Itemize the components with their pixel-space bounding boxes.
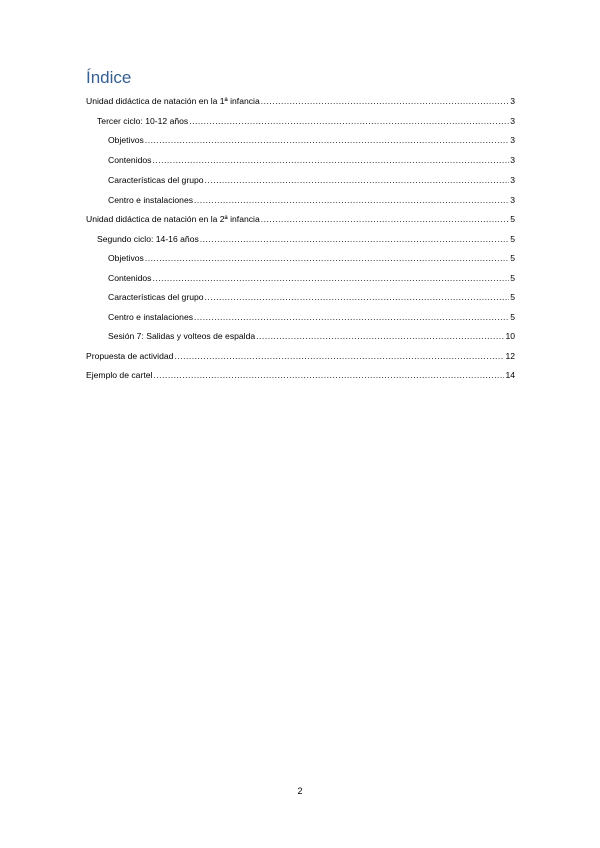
toc-entry[interactable] <box>108 251 515 265</box>
toc-entry-label: Contenidos <box>108 273 152 283</box>
toc-entry-page: 5 <box>510 273 515 283</box>
toc-entry-page: 3 <box>510 195 515 205</box>
toc-entry-label: Tercer ciclo: 10-12 años <box>97 116 189 126</box>
toc-entry-label: Características del grupo <box>108 292 204 302</box>
toc-entry-page: 5 <box>510 292 515 302</box>
toc-dot-leader <box>152 153 509 167</box>
toc-entry-page: 12 <box>505 351 515 361</box>
toc-entry-label: Objetivos <box>108 135 144 145</box>
toc-entry[interactable] <box>86 212 515 226</box>
toc-dot-leader <box>200 232 509 246</box>
toc-entry-label: Unidad didáctica de natación en la 2ª infancia <box>86 214 260 224</box>
page-title: Índice <box>86 68 132 87</box>
toc-entry[interactable] <box>108 290 515 304</box>
toc-entry-page: 3 <box>510 96 515 106</box>
toc-entry-label: Propuesta de actividad <box>86 351 174 361</box>
toc-entry-label: Objetivos <box>108 253 144 263</box>
toc-entry-label: Unidad didáctica de natación en la 1ª infancia <box>86 96 260 106</box>
toc-entry-label: Centro e instalaciones <box>108 195 194 205</box>
toc-dot-leader <box>205 173 510 187</box>
toc-entry[interactable] <box>86 368 515 382</box>
toc-entry[interactable] <box>108 193 515 207</box>
toc-entry-page: 14 <box>505 370 515 380</box>
toc-entry-page: 5 <box>510 214 515 224</box>
page-number: 2 <box>297 786 303 796</box>
toc-entry-page: 5 <box>510 234 515 244</box>
toc-entry-label: Ejemplo de cartel <box>86 370 153 380</box>
toc-dot-leader <box>261 94 509 108</box>
toc-entry-label: Centro e instalaciones <box>108 312 194 322</box>
toc-entry[interactable] <box>108 329 515 343</box>
toc-dot-leader <box>205 290 510 304</box>
toc-entry[interactable] <box>108 271 515 285</box>
toc-entry-page: 10 <box>505 331 515 341</box>
toc-dot-leader <box>261 212 509 226</box>
toc-dot-leader <box>256 329 504 343</box>
toc-entry-page: 5 <box>510 312 515 322</box>
toc-entry-label: Contenidos <box>108 155 152 165</box>
toc-dot-leader <box>145 251 509 265</box>
toc-entry-page: 3 <box>510 175 515 185</box>
toc-entry-page: 3 <box>510 116 515 126</box>
toc-entry[interactable] <box>97 114 515 128</box>
toc-entry[interactable] <box>86 94 515 108</box>
toc-dot-leader <box>194 310 509 324</box>
toc-dot-leader <box>194 193 509 207</box>
toc-entry[interactable] <box>108 310 515 324</box>
toc-dot-leader <box>174 349 504 363</box>
toc-entry[interactable] <box>97 232 515 246</box>
toc-entry[interactable] <box>86 349 515 363</box>
toc-entry-page: 3 <box>510 155 515 165</box>
toc-dot-leader <box>152 271 509 285</box>
toc-dot-leader <box>153 368 504 382</box>
toc-entry[interactable] <box>108 133 515 147</box>
toc-entry-label: Sesión 7: Salidas y volteos de espalda <box>108 331 256 341</box>
toc-dot-leader <box>189 114 509 128</box>
toc-entry-label: Segundo ciclo: 14-16 años <box>97 234 199 244</box>
toc-entry-label: Características del grupo <box>108 175 204 185</box>
toc-entry-page: 5 <box>510 253 515 263</box>
toc-entry[interactable] <box>108 173 515 187</box>
toc-dot-leader <box>145 133 509 147</box>
toc-entry[interactable] <box>108 153 515 167</box>
toc-entry-page: 3 <box>510 135 515 145</box>
